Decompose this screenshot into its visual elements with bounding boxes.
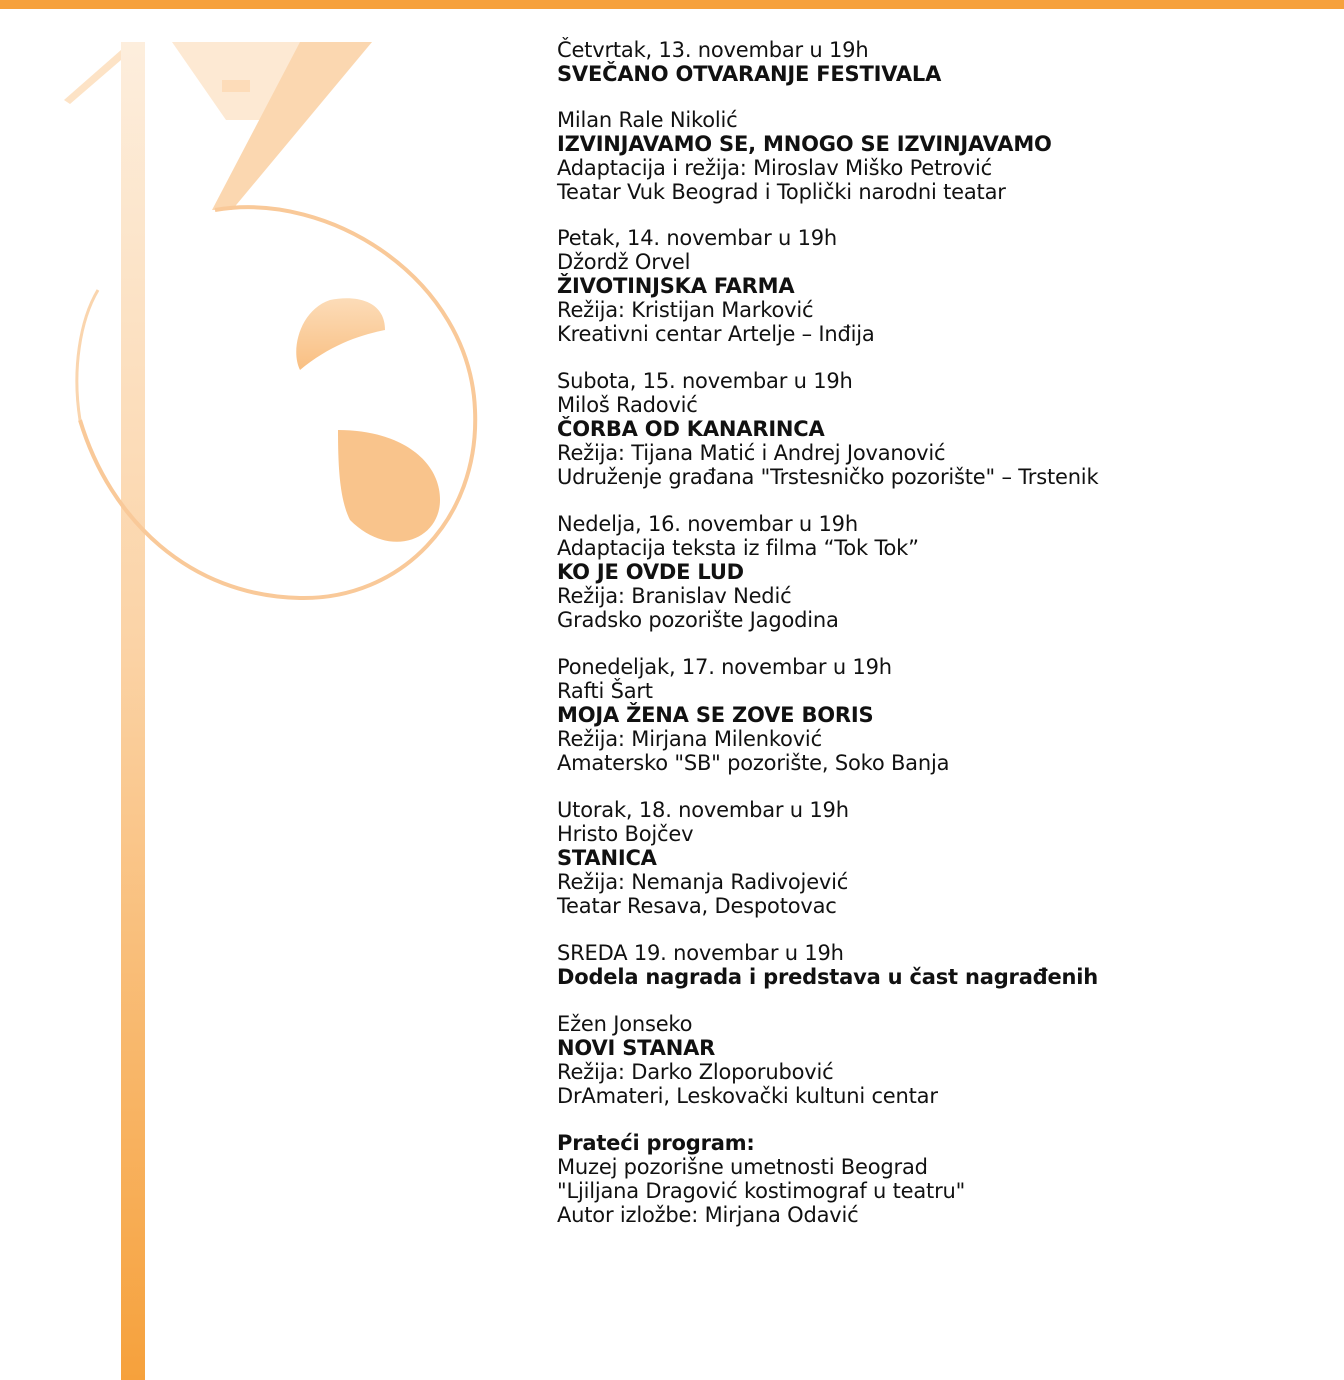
entry-line: Teatar Vuk Beograd i Toplički narodni teatar (557, 180, 1006, 204)
entry-line: Režija: Mirjana Milenković (557, 727, 822, 751)
entry-title: ŽIVOTINJSKA FARMA (557, 274, 795, 298)
program-entry (557, 941, 1317, 989)
entry-line: Nedelja, 16. novembar u 19h (557, 512, 858, 536)
entry-line: Ežen Jonseko (557, 1012, 693, 1036)
entry-line: Režija: Nemanja Radivojević (557, 870, 849, 894)
entry-line: Hristo Bojčev (557, 822, 694, 846)
entry-line: Amatersko "SB" pozorište, Soko Banja (557, 751, 950, 775)
program-entry (557, 1012, 1317, 1108)
program-entry (557, 655, 1317, 775)
entry-line: "Ljiljana Dragović kostimograf u teatru" (557, 1179, 966, 1203)
entry-line: Adaptacija i režija: Miroslav Miško Petrović (557, 156, 992, 180)
entry-line: Udruženje građana "Trstesničko pozorište" – Trstenik (557, 465, 1099, 489)
entry-title: NOVI STANAR (557, 1036, 716, 1060)
entry-line: Utorak, 18. novembar u 19h (557, 798, 849, 822)
entry-line: Režija: Branislav Nedić (557, 584, 792, 608)
entry-line: SREDA 19. novembar u 19h (557, 941, 844, 965)
entry-line: Autor izložbe: Mirjana Odavić (557, 1203, 859, 1227)
entry-line: Režija: Kristijan Marković (557, 298, 814, 322)
program-entry (557, 108, 1317, 204)
entry-title: KO JE OVDE LUD (557, 560, 744, 584)
entry-title: SVEČANO OTVARANJE FESTIVALA (557, 62, 942, 86)
entry-title: Dodela nagrada i predstava u čast nagrađenih (557, 965, 1099, 989)
entry-line: Ponedeljak, 17. novembar u 19h (557, 655, 892, 679)
entry-line: Četvrtak, 13. novembar u 19h (557, 38, 869, 62)
festival-program (557, 38, 1317, 1227)
entry-title: MOJA ŽENA SE ZOVE BORIS (557, 703, 874, 727)
entry-line: Subota, 15. novembar u 19h (557, 369, 853, 393)
entry-line: Režija: Tijana Matić i Andrej Jovanović (557, 441, 946, 465)
program-entry (557, 226, 1317, 346)
entry-line: Režija: Darko Zloporubović (557, 1060, 834, 1084)
entry-line: Teatar Resava, Despotovac (557, 894, 837, 918)
entry-line: Gradsko pozorište Jagodina (557, 608, 839, 632)
program-entry (557, 798, 1317, 918)
entry-line: Petak, 14. novembar u 19h (557, 226, 838, 250)
entry-title: ČORBA OD KANARINCA (557, 417, 825, 441)
festival-13-logo-icon (0, 0, 520, 1380)
entry-title: Prateći program: (557, 1131, 755, 1155)
entry-line: Muzej pozorišne umetnosti Beograd (557, 1155, 928, 1179)
entry-line: Rafti Šart (557, 679, 653, 703)
entry-title: IZVINJAVAMO SE, MNOGO SE IZVINJAVAMO (557, 132, 1052, 156)
program-entry (557, 369, 1317, 489)
entry-line: Miloš Radović (557, 393, 698, 417)
program-entry (557, 1131, 1317, 1227)
entry-line: Kreativni centar Artelje – Inđija (557, 322, 875, 346)
program-entry (557, 512, 1317, 632)
entry-line: Milan Rale Nikolić (557, 108, 738, 132)
entry-title: STANICA (557, 846, 657, 870)
program-entry (557, 38, 1317, 86)
entry-line: Džordž Orvel (557, 250, 691, 274)
entry-line: DrAmateri, Leskovački kultuni centar (557, 1084, 938, 1108)
entry-line: Adaptacija teksta iz filma “Tok Tok” (557, 536, 919, 560)
